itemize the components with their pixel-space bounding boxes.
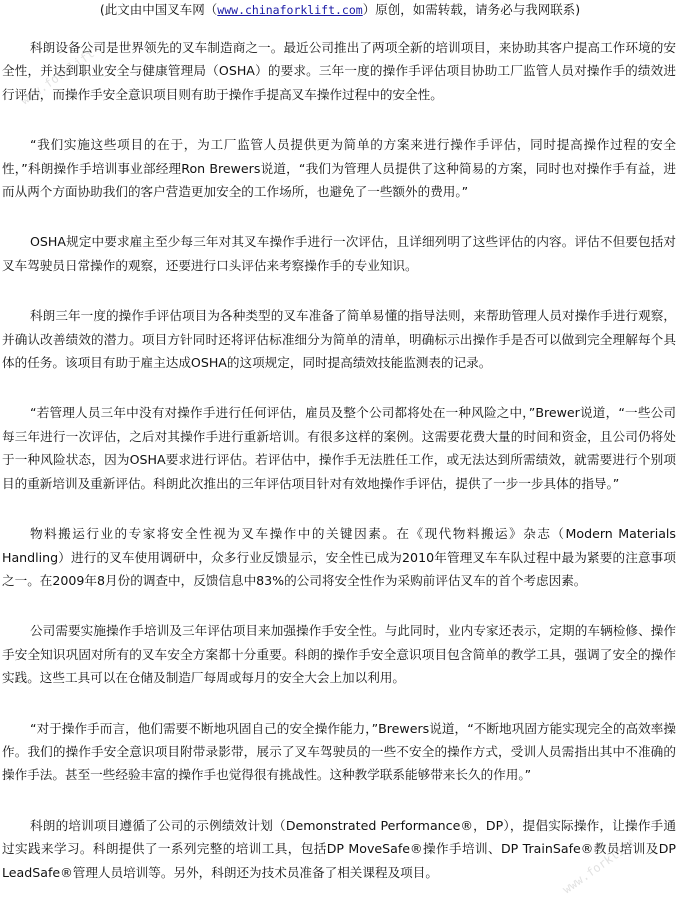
paragraph: “对于操作手而言，他们需要不断地巩固自己的安全操作能力，”Brewers说道，“不断地巩固方能实现完全的高效率操作。我们的操作手安全意识项目附带录影带，展示了叉车驾驶员的一些不安全的操作方式，受训人员需指出其中不准确的操作手法。甚至一些经验丰富的操作手也觉得很有挑战性。这种教学联系能够带来长久的作用。” — [2, 720, 676, 783]
paragraph: 科朗设备公司是世界领先的叉车制造商之一。最近公司推出了两项全新的培训项目，来协助其客户提高工作环境的安全性，并达到职业安全与健康管理局（OSHA）的要求。三年一度的操作手评估项目协助工厂监管人员对操作手的绩效进行评估，而操作手安全意识项目则有助于操作手提高叉车操作过程中的安全性。 — [2, 40, 676, 102]
paragraph: OSHA规定中要求雇主至少每三年对其叉车操作手进行一次评估，且详细列明了这些评估的内容。评估不但要包括对叉车驾驶员日常操作的观察，还要进行口头评估来考察操作手的专业知识。 — [2, 234, 676, 273]
watermark: www.forklift — [18, 46, 98, 108]
article-body — [2, 36, 676, 911]
paragraph: “我们实施这些项目的在于，为工厂监管人员提供更为简单的方案来进行操作手评估，同时提高操作过程的安全性，”科朗操作手培训事业部经理Ron Brewers说道，“我们为管理人员提供了这种简易的方案，同时也对操作手有益，进而从两个方面协助我们的客户营造更加安全的工作场所，也避免了一些额外的费用。” — [2, 137, 676, 200]
source-link[interactable]: www.chinaforklift.com — [217, 3, 363, 17]
paragraph: 科朗三年一度的操作手评估项目为各种类型的叉车准备了简单易懂的指导法则，来帮助管理人员对操作手进行观察，并确认改善绩效的潜力。项目方针同时还将评估标准细分为简单的清单，明确标示出操作手是否可以做到完全理解每个具体的任务。该项目有助于雇主达成OSHA的这项规定，同时提高绩效技能监测表的记录。 — [2, 308, 676, 371]
paragraph: 物料搬运行业的专家将安全性视为叉车操作中的关键因素。在《现代物料搬运》杂志（Modern Materials Handling）进行的叉车使用调研中，众多行业反馈显示，安全性已成为2010年管理叉车车队过程中最为紧要的注意事项之一。在2009年8月份的调查中，反馈信息中83%的公司将安全性作为采购前评估叉车的首个考虑因素。 — [2, 526, 676, 588]
source-suffix: ）原创，如需转载，请务必与我网联系) — [362, 2, 581, 17]
paragraph: 科朗的培训项目遵循了公司的示例绩效计划（Demonstrated Performance®，DP），提倡实际操作，让操作手通过实践来学习。科朗提供了一系列完整的培训工具，包括DP MoveSafe®操作手培训、DP TrainSafe®教员培训及DP LeadSafe®管理人员培训等。另外，科朗还为技术员准备了相关课程及项目。 — [2, 817, 676, 880]
paragraph: 公司需要实施操作手培训及三年评估项目来加强操作手安全性。与此同时，业内专家还表示，定期的车辆检修、操作手安全知识巩固对所有的叉车安全方案都十分重要。科朗的操作手安全意识项目包含简单的教学工具，强调了安全的操作实践。这些工具可以在仓储及制造厂每周或每月的安全大会上加以利用。 — [2, 623, 676, 686]
source-prefix: (此文由中国叉车网（ — [99, 2, 218, 17]
watermark: www.forklift — [560, 835, 640, 897]
paragraph: “若管理人员三年中没有对操作手进行任何评估，雇员及整个公司都将处在一种风险之中，”Brewer说道，“一些公司每三年进行一次评估，之后对其操作手进行重新培训。有很多这样的案例。这需要花费大量的时间和资金，且公司仍将处于一种风险状态，因为OSHA要求进行评估。若评估中，操作手无法胜任工作，或无法达到所需绩效，就需要进行个别项目的重新培训及重新评估。科朗此次推出的三年评估项目针对有效地操作手评估，提供了一步一步具体的指导。” — [2, 405, 676, 491]
source-notice — [0, 2, 680, 18]
